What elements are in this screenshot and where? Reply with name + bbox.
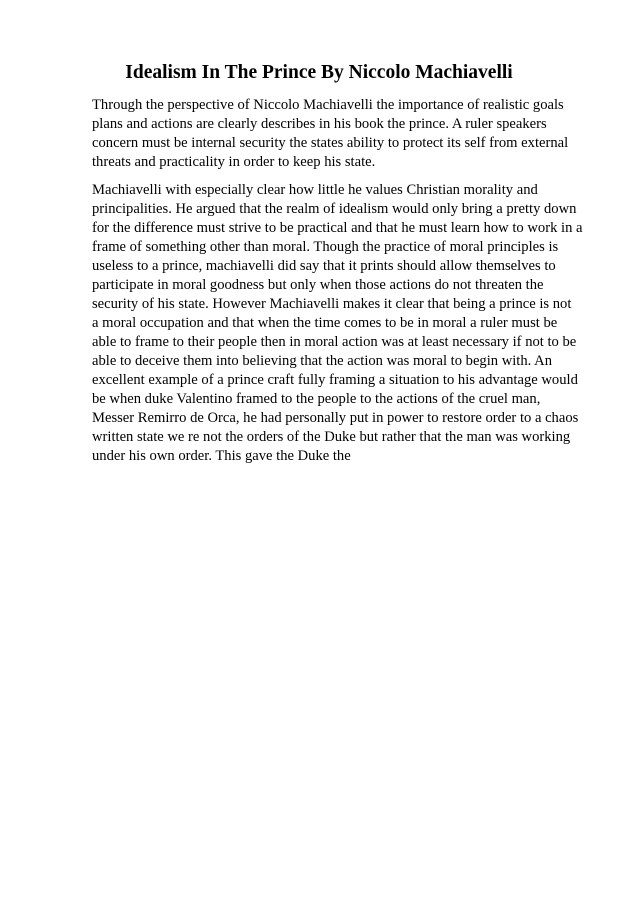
paragraph-line: written state we re not the orders of the Duke but rather that the man was working: [92, 429, 571, 445]
paragraph-line: a moral occupation and that when the time comes to be in moral a ruler must be: [92, 315, 558, 331]
paragraph-line: be when duke Valentino framed to the people to the actions of the cruel man,: [92, 391, 541, 407]
paragraph-line: plans and actions are clearly describes in his book the prince. A ruler speakers: [92, 116, 547, 132]
paragraph-line: able to deceive them into believing that the action was moral to begin with. An: [92, 353, 552, 369]
paragraph-line: principalities. He argued that the realm of idealism would only bring a pretty down: [92, 201, 577, 217]
paragraph-2: [92, 181, 592, 466]
paragraph-line: Machiavelli with especially clear how little he values Christian morality and: [92, 182, 538, 198]
paragraph-1: [92, 96, 592, 172]
paragraph-line: for the difference must strive to be practical and that he must learn how to work in a: [92, 220, 583, 236]
paragraph-line: concern must be internal security the states ability to protect its self from external: [92, 135, 569, 151]
paragraph-line: able to frame to their people then in moral action was at least necessary if not to be: [92, 334, 577, 350]
paragraph-line: security of his state. However Machiavelli makes it clear that being a prince is not: [92, 296, 572, 312]
document-title: Idealism In The Prince By Niccolo Machiavelli: [125, 62, 513, 83]
paragraph-line: Messer Remirro de Orca, he had personally put in power to restore order to a chaos: [92, 410, 579, 426]
paragraph-line: useless to a prince, machiavelli did say that it prints should allow themselves to: [92, 258, 556, 274]
paragraph-line: frame of something other than moral. Though the practice of moral principles is: [92, 239, 559, 255]
paragraph-line: threats and practicality in order to keep his state.: [92, 154, 376, 170]
paragraph-line: Through the perspective of Niccolo Machiavelli the importance of realistic goals: [92, 97, 564, 113]
paragraph-line: excellent example of a prince craft fully framing a situation to his advantage would: [92, 372, 578, 388]
paragraph-line: under his own order. This gave the Duke the: [92, 448, 351, 464]
paragraph-line: participate in moral goodness but only when those actions do not threaten the: [92, 277, 544, 293]
